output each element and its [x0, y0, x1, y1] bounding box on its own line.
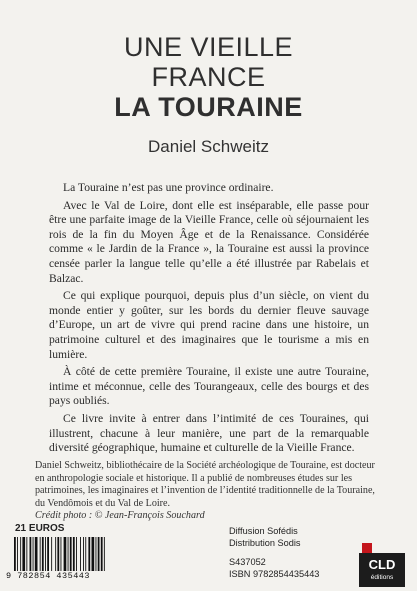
title-line-2: FRANCE	[151, 62, 266, 92]
isbn-line: ISBN 9782854435443	[229, 568, 320, 579]
logo-text: CLD	[368, 557, 396, 572]
barcode-digits: 9 782854 435443	[6, 571, 91, 581]
publisher-logo	[359, 543, 407, 588]
price-label: 21 EUROS	[15, 523, 65, 534]
blurb	[49, 181, 369, 459]
distribution-info	[229, 526, 319, 580]
logo-subtext: éditions	[370, 574, 394, 581]
title-line-3: LA TOURAINE	[114, 92, 303, 122]
photo-credit: Crédit photo : © Jean-François Souchard	[35, 510, 205, 522]
distribution-line: Distribution Sodis	[229, 537, 301, 548]
bio-text: Daniel Schweitz, bibliothécaire de la Société archéologique de Touraine, est docteur en anthropologie sociale et historique. Il a publié de nombreuses études sur les patrimoines, les imaginaires et l’invention de l’identité traditionnelle de la Touraine, du Vendômois et du Val de Loire.	[35, 460, 375, 509]
barcode	[6, 537, 124, 587]
blurb-paragraph: À côté de cette première Touraine, il existe une autre Touraine, intime et méconnue, celle des Tourangeaux, celle des bourgs et des pays oubliés.	[49, 365, 369, 408]
book-title	[0, 32, 417, 123]
blurb-paragraph: Avec le Val de Loire, dont elle est inséparable, elle passe pour être une parfaite image de la Vieille France, celle où séjournaient les rois de la fin du Moyen Âge et de la Renaissance. Considérée comme « le Jardin de la France », la Touraine est aussi la province censée parler la langue telle qu’elle a été illustrée par Rabelais et Balzac.	[49, 198, 369, 285]
product-code: S437052	[229, 557, 266, 567]
title-line-1: UNE VIEILLE	[123, 32, 294, 62]
author-name: Daniel Schweitz	[148, 137, 269, 156]
diffusion-line: Diffusion Sofédis	[229, 526, 298, 536]
blurb-paragraph: Ce qui explique pourquoi, depuis plus d’un siècle, on vient du monde entier y goûter, sur les bords du dernier fleuve sauvage d’Europe, un art de vivre qui prend racine dans une histoire, un patrimoine culturel et des imaginaires que le tourisme a mis en lumière.	[49, 289, 369, 361]
barcode-bars-icon	[14, 537, 120, 571]
blurb-paragraph: Ce livre invite à entrer dans l’intimité de ces Touraines, qui illustrent, chacune à leur manière, une part de la remarquable diversité géographique, humaine et culturelle de la Vieille France.	[49, 411, 369, 455]
blurb-paragraph: La Touraine n’est pas une province ordinaire.	[63, 181, 274, 194]
logo-black-block	[359, 553, 405, 587]
author-bio	[35, 460, 382, 523]
